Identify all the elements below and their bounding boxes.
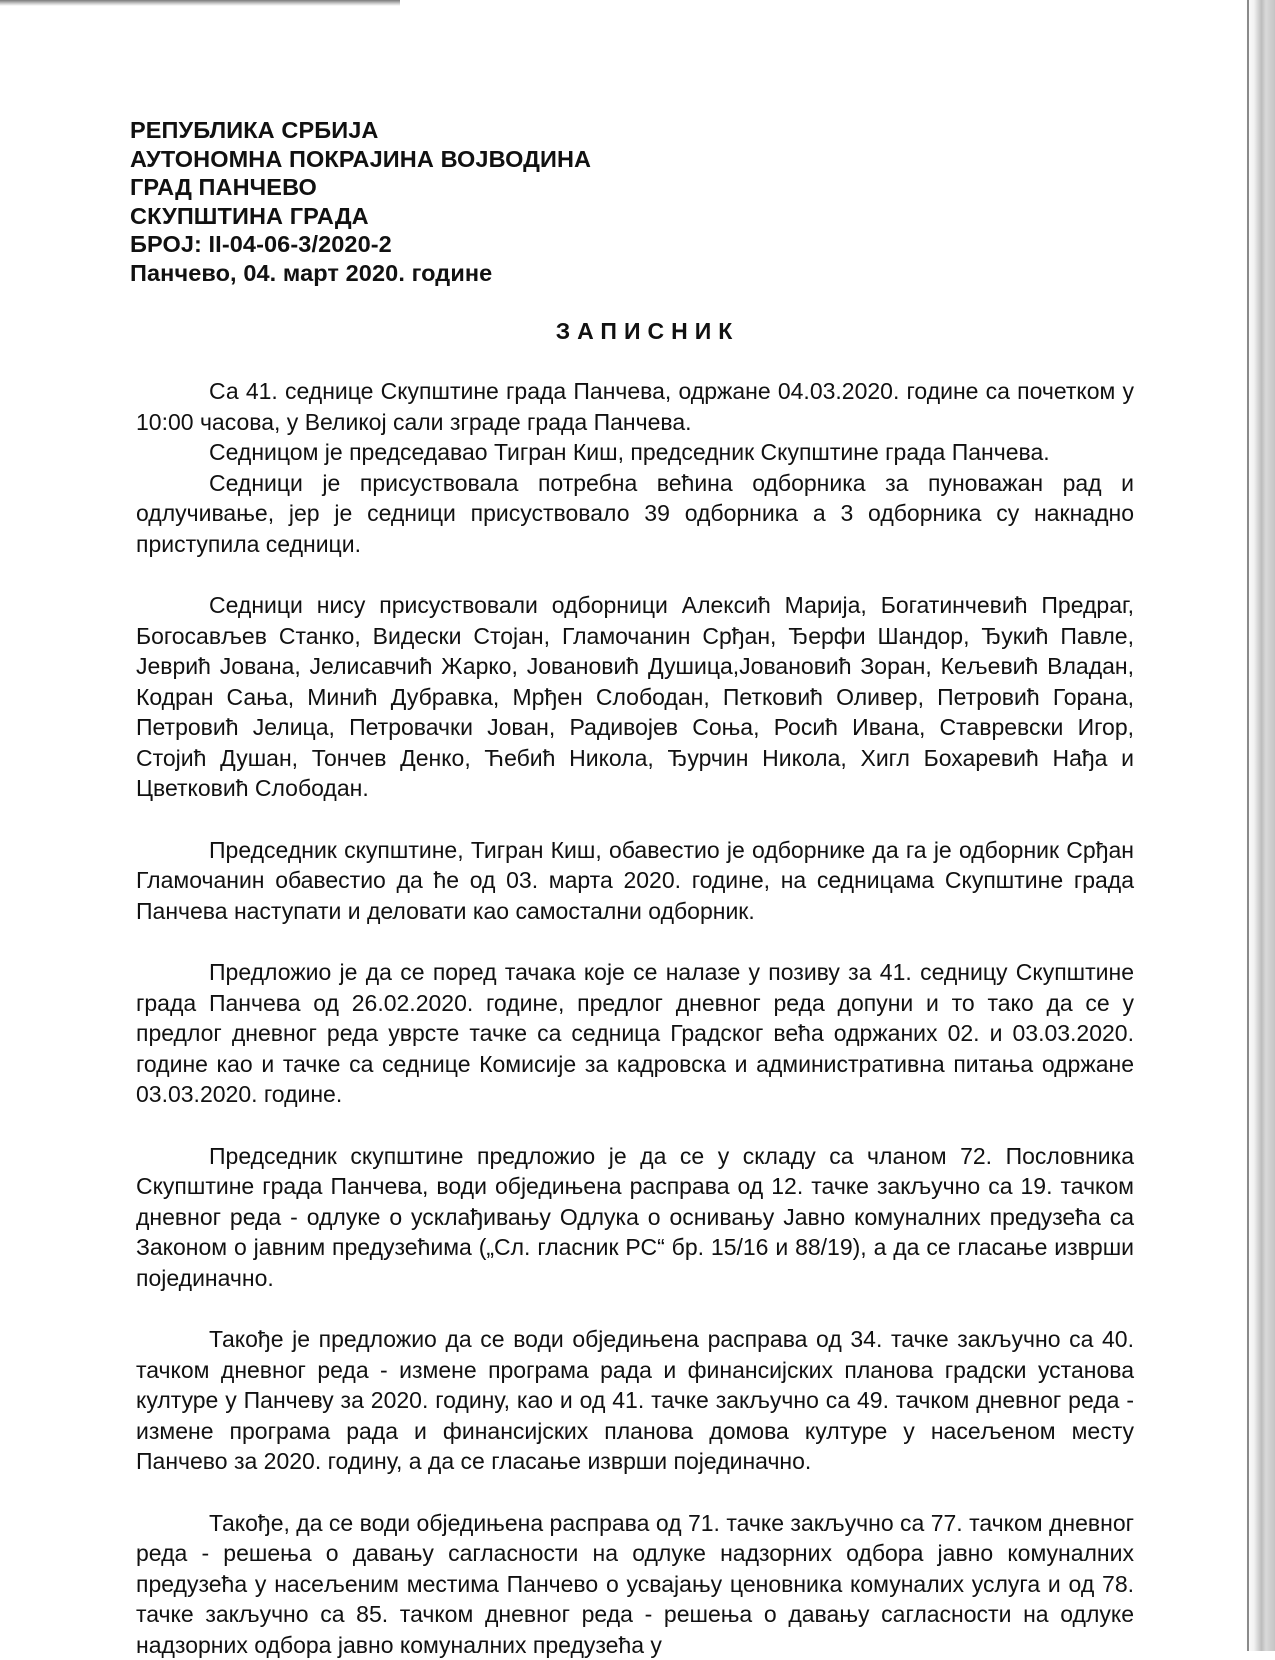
paragraph-agenda-addition: Предложио је да се поред тачака које се налазе у позиву за 41. седницу Скупштине града Панчева од 26.02.2020. године, предлог дневног реда допуни и то тако да се у предлог дневног реда уврсте тачке са седница Градског већа одржаних 02. и 03.03.2020. године као и тачке са седнице Комисије за кадровска и административна питања одржане 03.03.2020. године. [136, 957, 1134, 1110]
document-title: ЗАПИСНИК [0, 318, 1275, 345]
paragraph-joint-debate-1: Председник скупштине предложио је да се у складу са чланом 72. Пословника Скупштине града Панчева, води обједињена расправа од 12. тачке закључно са 19. тачком дневног реда - одлуке о усклађивању Одлука о оснивању Јавно комуналних предузећа са Законом о јавним предузећима („Сл. гласник РС“ бр. 15/16 и 88/19), а да се гласање изврши појединачно. [136, 1141, 1134, 1294]
document-header [130, 116, 830, 287]
paragraph-independent-member: Председник скупштине, Тигран Киш, обавестио је одборнике да га је одборник Срђан Гламочанин обавестио да ће од 03. марта 2020. године, на седницама Скупштине града Панчева наступати и деловати као самостални одборник. [136, 835, 1134, 927]
paragraph-joint-debate-3: Такође, да се води обједињена расправа од 71. тачке закључно са 77. тачком дневног реда - решења о давању сагласности на одлуке надзорних одбора јавно комуналних предузећа у насељеним местима Панчево о усвајању ценовника комуналих услуга и од 78. тачке закључно са 85. тачком дневног реда - решења о давању сагласности на одлуке надзорних одбора јавно комуналних предузећа у [136, 1508, 1134, 1660]
header-number: БРОЈ: II-04-06-3/2020-2 [130, 230, 830, 259]
scan-edge-line [1247, 0, 1249, 1651]
header-city: ГРАД ПАНЧЕВО [130, 173, 830, 202]
paragraph-joint-debate-2: Такође је предложио да се води обједињена расправа од 34. тачке закључно са 40. тачком дневног реда - измене програма рада и финансијских планова градски установа културе у Панчеву за 2020. годину, као и од 41. тачке закључно са 49. тачком дневног реда - измене програма рада и финансијских планова домова културе у насељеном месту Панчево за 2020. годину, а да се гласање изврши појединачно. [136, 1324, 1134, 1477]
header-date: Панчево, 04. март 2020. године [130, 259, 830, 288]
header-province: АУТОНОМНА ПОКРАЈИНА ВОЈВОДИНА [130, 145, 830, 174]
document-body [136, 376, 1134, 1660]
paragraph-chair: Седницом је председавао Тигран Киш, председник Скупштине града Панчева. [136, 437, 1134, 468]
paragraph-absent-members: Седници нису присуствовали одборници Алексић Марија, Богатинчевић Предраг, Богосављев Станко, Видески Стојан, Гламочанин Срђан, Ђерфи Шандор, Ђукић Павле, Јеврић Јована, Јелисавчић Жарко, Јовановић Душица,Јовановић Зоран, Кељевић Владан, Кодран Сања, Минић Дубравка, Мрђен Слободан, Петковић Оливер, Петровић Горана, Петровић Јелица, Петровачки Јован, Радивојев Соња, Росић Ивана, Ставревски Игор, Стојић Душан, Тончев Денко, Ћебић Никола, Ђурчин Никола, Хигл Бохаревић Нађа и Цветковић Слободан. [136, 590, 1134, 804]
scan-edge-top [0, 0, 400, 6]
header-country: РЕПУБЛИКА СРБИЈА [130, 116, 830, 145]
header-assembly: СКУПШТИНА ГРАДА [130, 202, 830, 231]
scan-edge-right [1245, 0, 1275, 1651]
paragraph-quorum: Седници је присуствовала потребна већина одборника за пуноважан рад и одлучивање, јер је седници присуствовало 39 одборника а 3 одборника су накнадно приступила седници. [136, 468, 1134, 560]
paragraph-session-info: Са 41. седнице Скупштине града Панчева, одржане 04.03.2020. године са почетком у 10:00 часова, у Великој сали зграде града Панчева. [136, 376, 1134, 437]
